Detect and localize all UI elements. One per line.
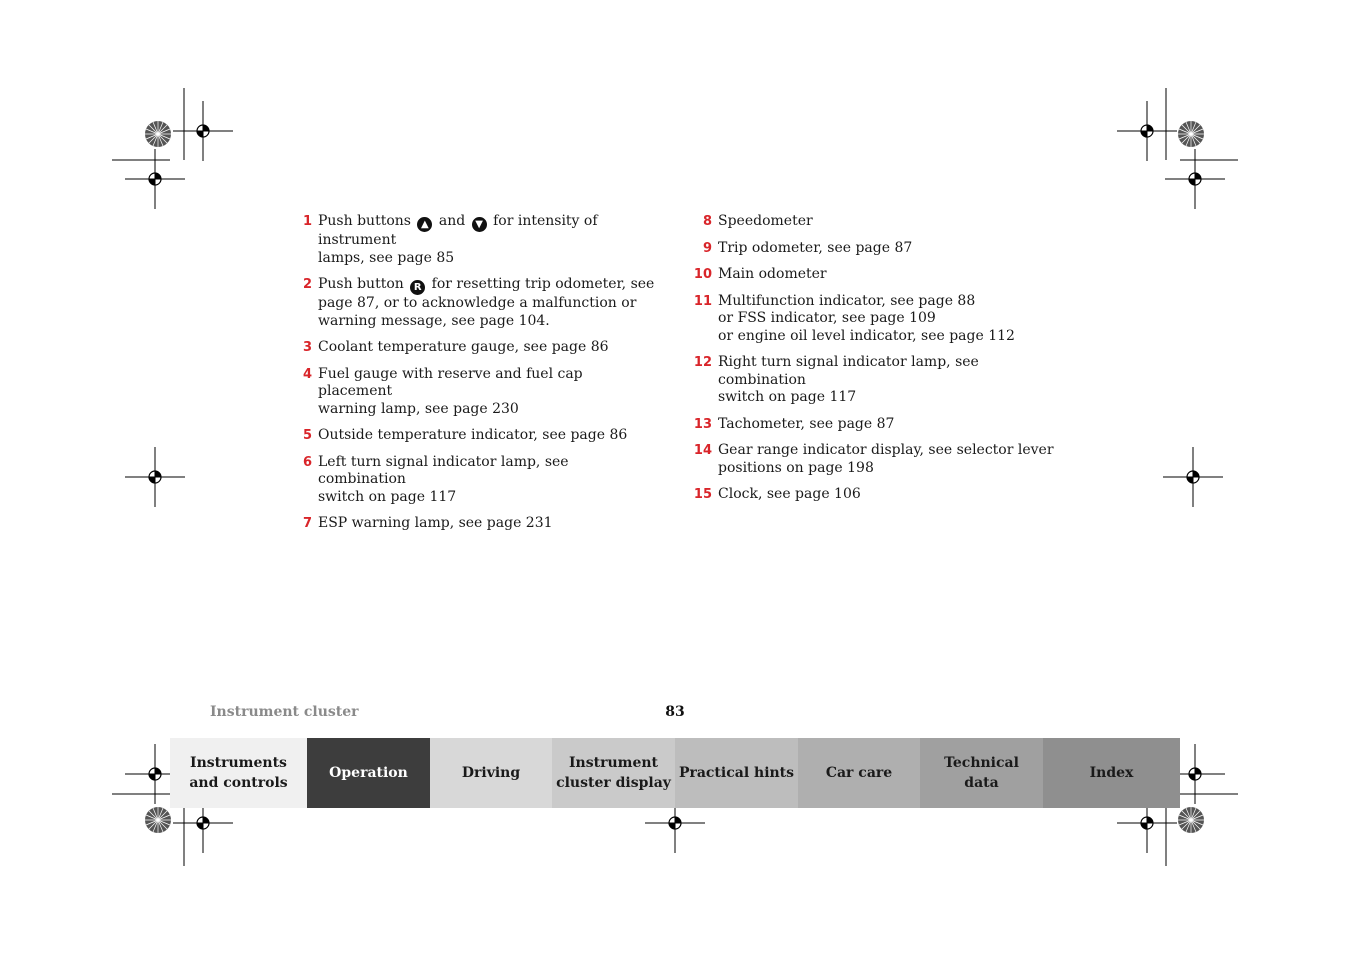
legend-item [288,515,658,533]
legend-list-left [288,213,658,542]
item-number: 14 [693,443,712,458]
legend-item [688,486,1058,504]
tab-car-care[interactable]: Car care [798,738,920,808]
page-number: 83 [665,704,685,720]
legend-list-right [688,213,1058,513]
legend-item [688,354,1058,407]
item-number: 5 [302,428,312,443]
item-number: 3 [302,340,312,355]
item-text: Clock, see page 106 [718,486,861,502]
item-text: Multifunction indicator, see page 88 or FSS indicator, see page 109 or engine oil level indicator, see page 112 [718,292,1015,344]
legend-item [688,293,1058,346]
item-number: 6 [302,454,312,470]
item-text: Tachometer, see page 87 [718,415,895,432]
item-number: 15 [693,487,712,502]
chapter-tab-bar [170,738,1180,808]
item-text: Outside temperature indicator, see page 86 [318,427,628,443]
legend-item [688,266,1058,284]
item-number: 2 [302,277,312,292]
item-text: Speedometer [718,213,813,229]
item-number: 4 [302,366,312,382]
legend-item [288,427,658,445]
item-text: Gear range indicator display, see selector lever positions on page 198 [718,442,1054,476]
tab-instruments-and-controls[interactable]: Instruments and controls [170,738,307,808]
item-number: 12 [693,355,712,370]
item-number: 8 [702,214,712,229]
tab-operation[interactable]: Operation [307,738,430,808]
item-text: Main odometer [718,266,827,282]
legend-item [288,339,658,357]
tab-practical-hints[interactable]: Practical hints [675,738,798,808]
legend-item [288,213,658,267]
item-number: 11 [693,293,712,309]
legend-item [688,442,1058,477]
legend-item [288,366,658,419]
reset-button-icon: R [410,280,425,295]
item-text: Left turn signal indicator lamp, see combination switch on page 117 [318,453,569,505]
tab-instrument-cluster-display[interactable]: Instrument cluster display [552,738,675,808]
legend-item [288,454,658,507]
item-number: 7 [302,516,312,531]
item-text: Trip odometer, see page 87 [718,239,913,256]
section-title: Instrument cluster [210,704,359,720]
item-number: 13 [693,416,712,432]
tab-driving[interactable]: Driving [430,738,552,808]
item-number: 9 [702,240,712,256]
item-text: Right turn signal indicator lamp, see combination switch on page 117 [718,354,979,405]
legend-item [688,416,1058,434]
legend-item [288,276,658,330]
brightness-down-button-icon: ▼ [472,217,487,232]
legend-item [688,240,1058,258]
tab-technical-data[interactable]: Technical data [920,738,1043,808]
brightness-up-button-icon: ▲ [417,217,432,232]
tab-index[interactable]: Index [1043,738,1180,808]
item-text: Coolant temperature gauge, see page 86 [318,339,609,355]
item-number: 1 [302,214,312,229]
item-number: 10 [693,267,712,282]
item-text: Push button R for resetting trip odometer, see page 87, or to acknowledge a malfunction or warning message, see page 104. [318,276,655,329]
legend-item [688,213,1058,231]
item-text: Fuel gauge with reserve and fuel cap placement warning lamp, see page 230 [318,365,583,417]
item-text: Push buttons ▲ and ▼ for intensity of instrument lamps, see page 85 [318,213,598,266]
item-text: ESP warning lamp, see page 231 [318,515,553,531]
